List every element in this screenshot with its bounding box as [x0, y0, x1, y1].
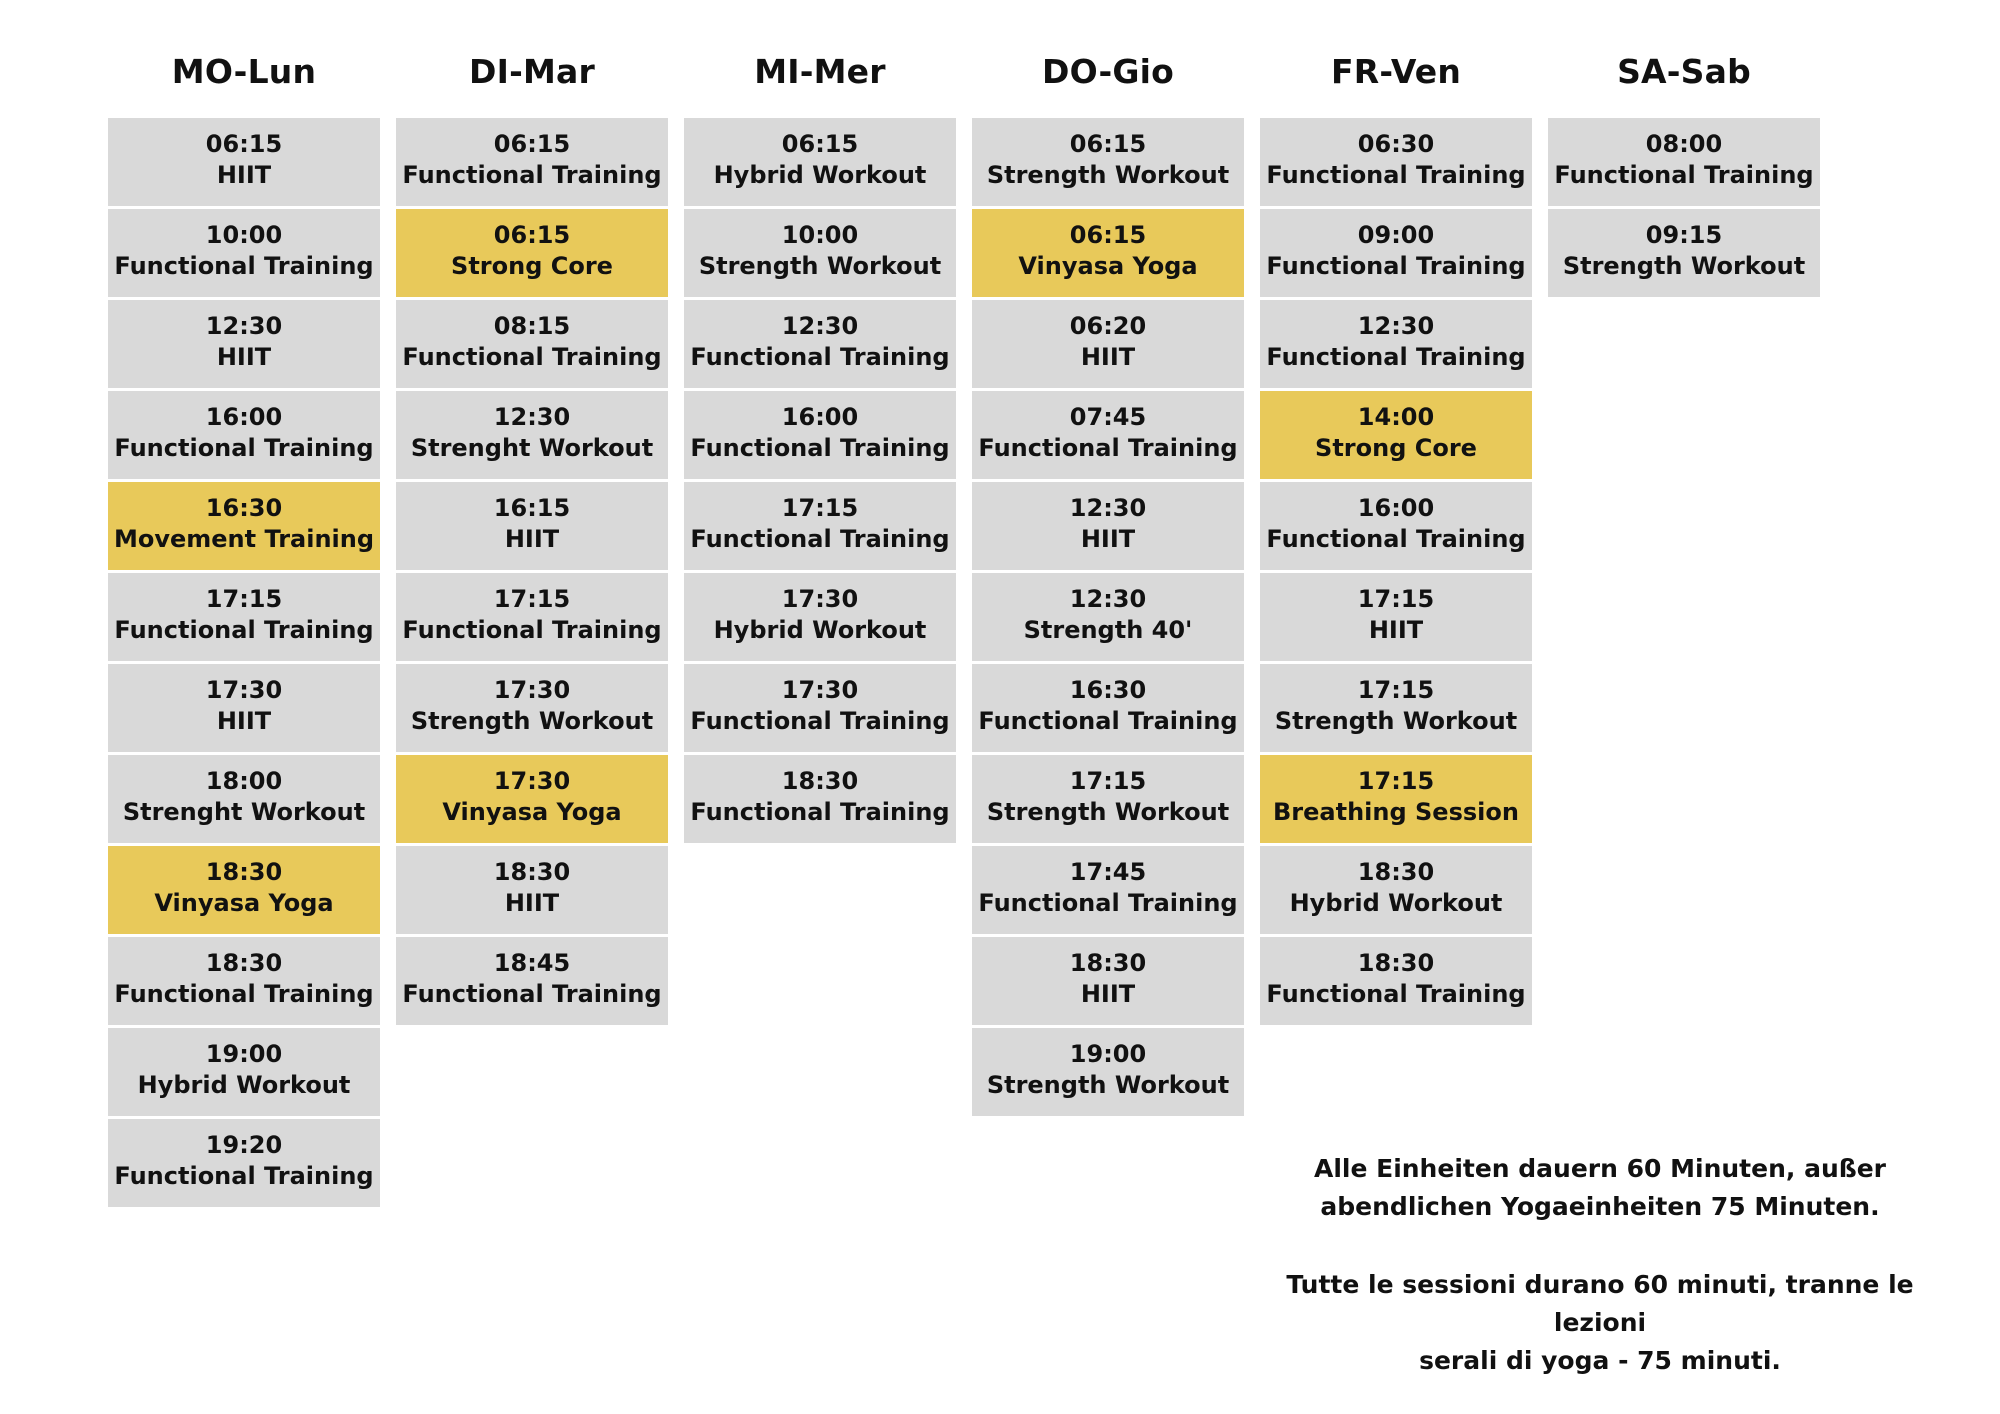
- class-time: 17:15: [781, 494, 859, 522]
- class-time: 17:15: [1357, 585, 1435, 613]
- schedule-notes: [1240, 1150, 1960, 1380]
- class-slot[interactable]: [684, 118, 956, 206]
- class-slot[interactable]: [972, 482, 1244, 570]
- class-slot[interactable]: [972, 1028, 1244, 1116]
- class-time: 08:00: [1645, 130, 1723, 158]
- class-time: 10:00: [781, 221, 859, 249]
- class-time: 18:30: [1069, 949, 1147, 977]
- class-slot[interactable]: [684, 209, 956, 297]
- class-slot[interactable]: [396, 391, 668, 479]
- day-header: MI-Mer: [754, 52, 886, 91]
- class-slot[interactable]: [1260, 209, 1532, 297]
- class-time: 06:30: [1357, 130, 1435, 158]
- class-slot[interactable]: [108, 664, 380, 752]
- class-time: 18:30: [205, 949, 283, 977]
- class-slot[interactable]: [684, 664, 956, 752]
- class-title: Functional Training: [114, 980, 374, 1008]
- note-line: serali di yoga - 75 minuti.: [1419, 1346, 1781, 1375]
- class-time: 10:00: [205, 221, 283, 249]
- class-time: 16:30: [1069, 676, 1147, 704]
- note-line: Alle Einheiten dauern 60 Minuten, außer: [1313, 1154, 1887, 1183]
- class-time: 18:30: [493, 858, 571, 886]
- class-slot[interactable]: [396, 573, 668, 661]
- class-time: 12:30: [1357, 312, 1435, 340]
- class-slot[interactable]: [396, 482, 668, 570]
- class-title: Strong Core: [451, 252, 613, 280]
- class-time: 16:15: [493, 494, 571, 522]
- class-time: 18:30: [1357, 858, 1435, 886]
- class-slot[interactable]: [108, 1028, 380, 1116]
- class-time: 18:00: [205, 767, 283, 795]
- class-time: 18:30: [1357, 949, 1435, 977]
- class-slot[interactable]: [972, 118, 1244, 206]
- class-slot[interactable]: [1260, 664, 1532, 752]
- class-slot[interactable]: [684, 573, 956, 661]
- class-title: HIIT: [216, 161, 272, 189]
- class-time: 06:15: [1069, 130, 1147, 158]
- class-title: Functional Training: [402, 616, 662, 644]
- class-slot[interactable]: [108, 209, 380, 297]
- class-slot[interactable]: [108, 391, 380, 479]
- day-column-do-gio: [972, 52, 1244, 1116]
- class-time: 18:30: [205, 858, 283, 886]
- class-title: HIIT: [504, 889, 560, 917]
- class-slot[interactable]: [396, 846, 668, 934]
- class-title: Strength Workout: [1562, 252, 1806, 280]
- class-time: 12:30: [1069, 494, 1147, 522]
- class-time: 06:15: [493, 130, 571, 158]
- class-slot[interactable]: [396, 209, 668, 297]
- class-slot[interactable]: [1260, 300, 1532, 388]
- class-time: 12:30: [781, 312, 859, 340]
- class-slot[interactable]: [108, 755, 380, 843]
- note-line: abendlichen Yogaeinheiten 75 Minuten.: [1320, 1192, 1880, 1221]
- note-block: [1240, 1150, 1960, 1226]
- class-slot[interactable]: [972, 209, 1244, 297]
- day-column-mi-mer: [684, 52, 956, 843]
- class-title: HIIT: [504, 525, 560, 553]
- class-time: 17:30: [781, 676, 859, 704]
- class-slot[interactable]: [1260, 755, 1532, 843]
- class-title: Functional Training: [114, 616, 374, 644]
- day-header: FR-Ven: [1330, 52, 1462, 91]
- class-slot[interactable]: [108, 300, 380, 388]
- class-time: 16:30: [205, 494, 283, 522]
- class-title: Strength Workout: [986, 161, 1230, 189]
- class-slot[interactable]: [108, 482, 380, 570]
- class-slot[interactable]: [684, 391, 956, 479]
- weekly-schedule-grid: [108, 52, 1828, 1207]
- class-title: Functional Training: [114, 434, 374, 462]
- class-title: Functional Training: [402, 161, 662, 189]
- class-time: 17:30: [205, 676, 283, 704]
- note-line: Tutte le sessioni durano 60 minuti, tranne le lezioni: [1286, 1270, 1914, 1337]
- class-title: Strength Workout: [986, 1071, 1230, 1099]
- class-slot[interactable]: [108, 1119, 380, 1207]
- class-time: 06:15: [205, 130, 283, 158]
- class-title: Functional Training: [1554, 161, 1814, 189]
- class-time: 17:15: [1357, 767, 1435, 795]
- class-time: 17:15: [205, 585, 283, 613]
- class-slot[interactable]: [108, 937, 380, 1025]
- class-time: 07:45: [1069, 403, 1147, 431]
- class-title: Functional Training: [690, 707, 950, 735]
- class-title: Functional Training: [1266, 525, 1526, 553]
- class-slot[interactable]: [684, 755, 956, 843]
- class-title: Strength Workout: [986, 798, 1230, 826]
- class-time: 16:00: [781, 403, 859, 431]
- class-time: 14:00: [1357, 403, 1435, 431]
- class-title: Movement Training: [113, 525, 375, 553]
- class-slot[interactable]: [684, 482, 956, 570]
- class-slot[interactable]: [1260, 482, 1532, 570]
- class-title: Strength 40': [1023, 616, 1193, 644]
- class-title: Strength Workout: [698, 252, 942, 280]
- class-time: 17:30: [781, 585, 859, 613]
- day-column-fr-ven: [1260, 52, 1532, 1025]
- class-time: 06:15: [781, 130, 859, 158]
- class-title: Vinyasa Yoga: [1018, 252, 1198, 280]
- class-time: 06:15: [493, 221, 571, 249]
- class-time: 19:00: [1069, 1040, 1147, 1068]
- class-time: 17:15: [1069, 767, 1147, 795]
- class-title: Functional Training: [978, 707, 1238, 735]
- day-header: DI-Mar: [469, 52, 595, 91]
- class-title: Functional Training: [114, 252, 374, 280]
- class-time: 19:20: [205, 1131, 283, 1159]
- class-time: 08:15: [493, 312, 571, 340]
- class-time: 17:30: [493, 767, 571, 795]
- class-time: 19:00: [205, 1040, 283, 1068]
- class-slot[interactable]: [1548, 209, 1820, 297]
- class-title: Functional Training: [978, 889, 1238, 917]
- class-slot[interactable]: [972, 391, 1244, 479]
- class-slot[interactable]: [972, 300, 1244, 388]
- note-block: [1240, 1266, 1960, 1380]
- class-title: Strong Core: [1315, 434, 1477, 462]
- class-title: HIIT: [1080, 343, 1136, 371]
- class-slot[interactable]: [396, 118, 668, 206]
- class-time: 09:00: [1357, 221, 1435, 249]
- day-column-di-mar: [396, 52, 668, 1025]
- day-header: SA-Sab: [1617, 52, 1751, 91]
- class-title: Functional Training: [690, 798, 950, 826]
- class-slot[interactable]: [972, 664, 1244, 752]
- class-time: 12:30: [1069, 585, 1147, 613]
- class-slot[interactable]: [396, 300, 668, 388]
- class-title: Strength Workout: [410, 707, 654, 735]
- class-slot[interactable]: [972, 755, 1244, 843]
- class-title: Functional Training: [402, 343, 662, 371]
- class-slot[interactable]: [396, 664, 668, 752]
- class-title: Functional Training: [690, 434, 950, 462]
- class-title: Functional Training: [1266, 252, 1526, 280]
- class-title: Hybrid Workout: [137, 1071, 351, 1099]
- class-slot[interactable]: [1260, 118, 1532, 206]
- class-slot[interactable]: [108, 573, 380, 661]
- day-header: MO-Lun: [171, 52, 317, 91]
- class-title: HIIT: [1080, 980, 1136, 1008]
- class-title: Strenght Workout: [122, 798, 366, 826]
- class-time: 17:45: [1069, 858, 1147, 886]
- class-slot[interactable]: [972, 573, 1244, 661]
- class-slot[interactable]: [684, 300, 956, 388]
- class-title: Hybrid Workout: [713, 616, 927, 644]
- day-header: DO-Gio: [1041, 52, 1175, 91]
- class-slot[interactable]: [108, 846, 380, 934]
- class-time: 06:15: [1069, 221, 1147, 249]
- day-column-sa-sab: [1548, 52, 1820, 297]
- class-slot[interactable]: [1260, 391, 1532, 479]
- class-title: Functional Training: [114, 1162, 374, 1190]
- class-title: HIIT: [216, 707, 272, 735]
- class-time: 09:15: [1645, 221, 1723, 249]
- class-title: Hybrid Workout: [1289, 889, 1503, 917]
- class-title: Functional Training: [1266, 980, 1526, 1008]
- class-time: 17:15: [493, 585, 571, 613]
- class-time: 18:45: [493, 949, 571, 977]
- class-slot[interactable]: [108, 118, 380, 206]
- day-column-mo-lun: [108, 52, 380, 1207]
- class-title: Vinyasa Yoga: [442, 798, 622, 826]
- class-time: 16:00: [1357, 494, 1435, 522]
- class-slot[interactable]: [1260, 846, 1532, 934]
- class-slot[interactable]: [396, 755, 668, 843]
- class-title: HIIT: [1080, 525, 1136, 553]
- class-title: Hybrid Workout: [713, 161, 927, 189]
- class-time: 12:30: [205, 312, 283, 340]
- class-time: 18:30: [781, 767, 859, 795]
- class-title: Functional Training: [1266, 161, 1526, 189]
- class-title: Breathing Session: [1273, 798, 1519, 826]
- class-title: Strength Workout: [1274, 707, 1518, 735]
- class-title: Functional Training: [1266, 343, 1526, 371]
- class-time: 17:30: [493, 676, 571, 704]
- class-slot[interactable]: [972, 937, 1244, 1025]
- class-time: 17:15: [1357, 676, 1435, 704]
- class-slot[interactable]: [1260, 573, 1532, 661]
- class-title: Strenght Workout: [410, 434, 654, 462]
- class-title: Vinyasa Yoga: [154, 889, 334, 917]
- class-title: Functional Training: [402, 980, 662, 1008]
- class-time: 12:30: [493, 403, 571, 431]
- class-title: HIIT: [1368, 616, 1424, 644]
- class-title: HIIT: [216, 343, 272, 371]
- class-time: 06:20: [1069, 312, 1147, 340]
- class-slot[interactable]: [1260, 937, 1532, 1025]
- class-title: Functional Training: [690, 343, 950, 371]
- class-title: Functional Training: [978, 434, 1238, 462]
- class-slot[interactable]: [1548, 118, 1820, 206]
- class-time: 16:00: [205, 403, 283, 431]
- class-slot[interactable]: [396, 937, 668, 1025]
- class-title: Functional Training: [690, 525, 950, 553]
- class-slot[interactable]: [972, 846, 1244, 934]
